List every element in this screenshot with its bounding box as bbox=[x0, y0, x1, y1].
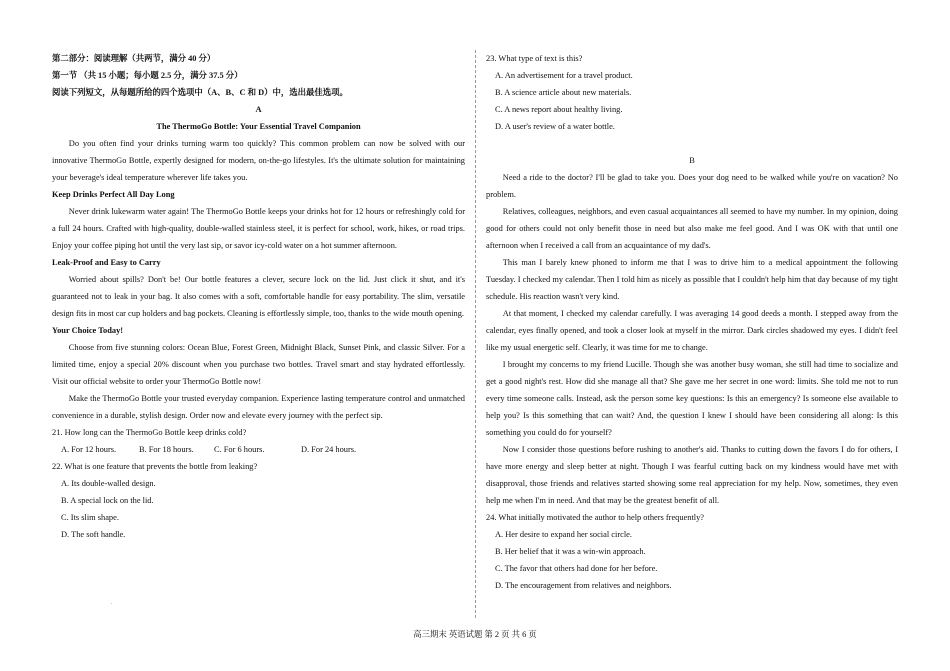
q21-option-a: A. For 12 hours. bbox=[61, 445, 117, 454]
passage-a-intro: Do you often find your drinks turning warm too quickly? This common problem can now be solved with our innovative ThermoGo Bottle, expertly designed for modern, on-the-go lifestyles. It's the ultimate solution for maintaining your beverage's ideal temperature wherever life takes you. bbox=[52, 139, 465, 182]
passage-b-p4: At that moment, I checked my calendar carefully. I was averaging 14 good deeds a month. I stepped away from the calendar, eyes finally opened, and took a closer look at myself in the mirror. Dark circles shadowed my eyes. I didn't feel like my usual energetic self. Clearly, it was time for me to change. bbox=[486, 309, 898, 352]
passage-b-p5: I brought my concerns to my friend Lucille. Though she was another busy woman, she still had time to socialize and get a good night's rest. How did she manage all that? She gave me her secret in one word: limits. She told me not to run every time someone calls. Instead, ask the person some key questions: Is this an emergency? Is someone else available to help you? Is this something that can wait? And, the question I knew I should have been considering all along: Is this something you could do for yourself? bbox=[486, 360, 898, 437]
q22-option-d: D. The soft handle. bbox=[61, 530, 126, 539]
passage-a-p4: Make the ThermoGo Bottle your trusted everyday companion. Experience lasting temperature control and unmatched convenience in a durable, stylish design. Order now and elevate every journey with the perfect sip. bbox=[52, 394, 465, 420]
q23-option-c: C. A news report about healthy living. bbox=[495, 105, 623, 114]
q22-option-a: A. Its double-walled design. bbox=[61, 479, 156, 488]
right-column bbox=[486, 50, 898, 594]
spacer bbox=[486, 135, 898, 152]
passage-a-label: A bbox=[255, 105, 262, 114]
question-24: 24. What initially motivated the author to help others frequently? bbox=[486, 513, 705, 522]
q24-option-a: A. Her desire to expand her social circle. bbox=[495, 530, 632, 539]
q23-option-d: D. A user's review of a water bottle. bbox=[495, 122, 615, 131]
passage-a-title: The ThermoGo Bottle: Your Essential Travel Companion bbox=[156, 122, 361, 131]
heading-keep-drinks: Keep Drinks Perfect All Day Long bbox=[52, 190, 175, 199]
q22-option-b: B. A special lock on the lid. bbox=[61, 496, 154, 505]
q24-option-c: C. The favor that others had done for her before. bbox=[495, 564, 658, 573]
passage-a-p3: Choose from five stunning colors: Ocean Blue, Forest Green, Midnight Black, Sunset Pink, and classic Silver. For a limited time, enjoy a special 20% discount when you purchase two bottles. Travel smart and stay hydrated effortlessly. Visit our official website to order your ThermoGo Bottle now! bbox=[52, 343, 465, 386]
q24-option-b: B. Her belief that it was a win-win approach. bbox=[495, 547, 646, 556]
passage-b-p2: Relatives, colleagues, neighbors, and even casual acquaintances all seemed to have my number. In my opinion, doing good for others could not only benefit those in need but also make me feel good. And I was OK with that until one afternoon when I received a call from an acquaintance of my dad's. bbox=[486, 207, 898, 250]
question-23: 23. What type of text is this? bbox=[486, 54, 583, 63]
passage-b-p6: Now I consider those questions before rushing to another's aid. Thanks to cutting down the favors I do for others, I have more energy and sleep better at night. Though I was fearful cutting back on my kindness would have met with disapproval, those friends and relatives started showing some real appreciation for my help. Now, sometimes, they even help me when I'm in need. And that may be the greatest benefit of all. bbox=[486, 445, 898, 505]
page-footer: 高三期末 英语试题 第 2 页 共 6 页 bbox=[413, 630, 537, 639]
q21-option-d: D. For 24 hours. bbox=[301, 445, 357, 454]
passage-a-p1: Never drink lukewarm water again! The ThermoGo Bottle keeps your drinks hot for 12 hours or refreshingly cold for a full 24 hours. Crafted with high-quality, double-walled stainless steel, it is perfect for school, work, hikes, or road trips. Enjoy your coffee piping hot until the very last sip, or savor icy-cold water on a hot summer afternoon. bbox=[52, 207, 465, 250]
column-divider bbox=[475, 50, 476, 618]
heading-your-choice: Your Choice Today! bbox=[52, 326, 124, 335]
passage-a-p2: Worried about spills? Don't be! Our bottle features a clever, secure lock on the lid. Just click it shut, and it's guaranteed not to leak in your bag. It also comes with a soft, comfortable handle for easy portability. The slim, versatile design fits in most car cup holders and bag pockets. Cleaning is effortlessly simple, too, thanks to the wide mouth opening. bbox=[52, 275, 465, 318]
q21-option-c: C. For 6 hours. bbox=[214, 445, 265, 454]
stray-dot: . bbox=[111, 600, 113, 606]
q23-option-b: B. A science article about new materials. bbox=[495, 88, 632, 97]
part-title: 第一节 （共 15 小题；每小题 2.5 分，满分 37.5 分） bbox=[52, 71, 243, 80]
directions: 阅读下列短文，从每题所给的四个选项中（A、B、C 和 D）中，选出最佳选项。 bbox=[52, 88, 348, 97]
passage-b-label: B bbox=[689, 156, 695, 165]
passage-b-p3: This man I barely knew phoned to inform me that I was to drive him to a medical appointment the following Tuesday. I checked my calendar. Then I told him as nicely as possible that I couldn't help him that day because of my tight schedule. His reaction wasn't very kind. bbox=[486, 258, 898, 301]
q24-option-d: D. The encouragement from relatives and neighbors. bbox=[495, 581, 672, 590]
q22-option-c: C. Its slim shape. bbox=[61, 513, 119, 522]
heading-leak-proof: Leak-Proof and Easy to Carry bbox=[52, 258, 161, 267]
q23-option-a: A. An advertisement for a travel product. bbox=[495, 71, 633, 80]
question-21: 21. How long can the ThermoGo Bottle keep drinks cold? bbox=[52, 428, 247, 437]
question-22: 22. What is one feature that prevents the bottle from leaking? bbox=[52, 462, 258, 471]
left-column bbox=[52, 50, 465, 543]
q21-option-b: B. For 18 hours. bbox=[139, 445, 194, 454]
passage-b-p1: Need a ride to the doctor? I'll be glad to take you. Does your dog need to be walked while you're on vacation? No problem. bbox=[486, 173, 898, 199]
question-21-options bbox=[52, 441, 465, 458]
section-title: 第二部分：阅读理解（共两节，满分 40 分） bbox=[52, 54, 216, 63]
